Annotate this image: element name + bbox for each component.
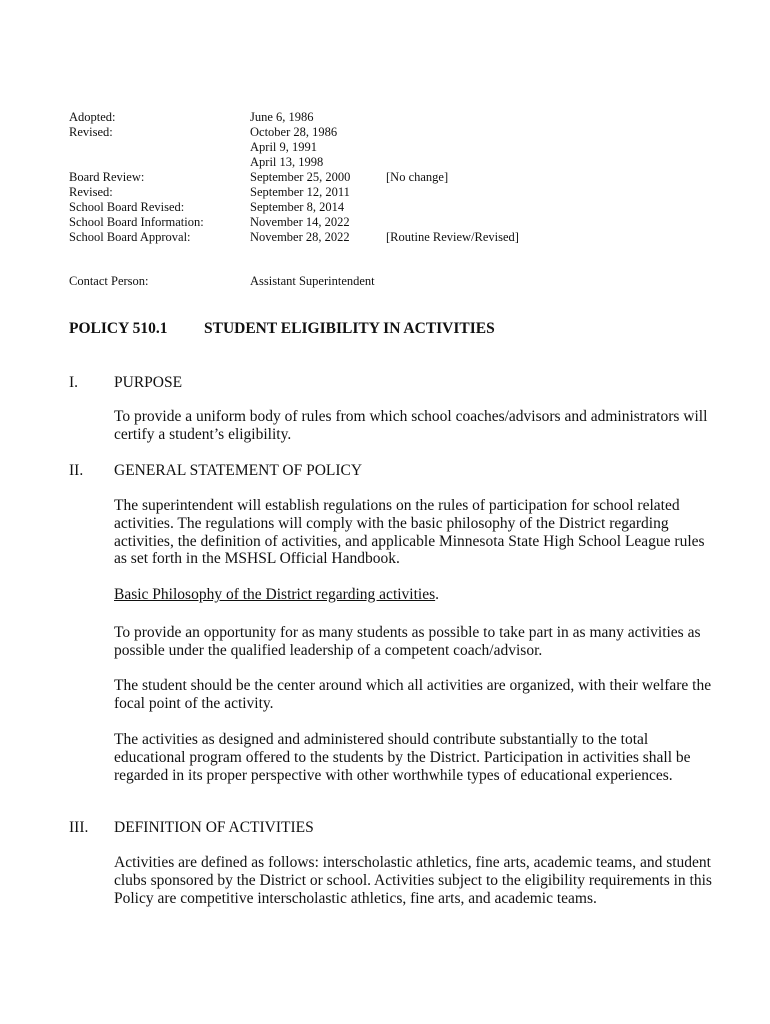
section-paragraph: To provide an opportunity for as many students as possible to take part in as many activities as possible under the qualified leadership of a competent coach/advisor. — [114, 624, 701, 659]
section-paragraph: The activities as designed and administered should contribute substantially to the total educational program offered to the students by the District. Participation in activities shall be regarded in its proper perspective with other worthwhile types of educational experiences. — [114, 731, 691, 784]
school-board-revised-label: School Board Revised: — [69, 200, 185, 214]
revised-label: Revised: — [69, 125, 113, 139]
revised-date-1: October 28, 1986 — [250, 125, 338, 139]
revised-date-3: April 13, 1998 — [250, 155, 324, 169]
contact-label: Contact Person: — [69, 274, 149, 288]
section-paragraph: Activities are defined as follows: interscholastic athletics, fine arts, academic teams, and student clubs sponsored by the District or school. Activities subject to the eligibility requirements in this Policy are competitive interscholastic athletics, fine arts, and academic teams. — [114, 854, 712, 907]
policy-title: STUDENT ELIGIBILITY IN ACTIVITIES — [204, 320, 495, 337]
school-board-revised-date: September 8, 2014 — [250, 200, 345, 214]
section-number: III. — [69, 819, 89, 836]
subheading-text: Basic Philosophy of the District regarding activities — [114, 586, 436, 603]
section-heading: GENERAL STATEMENT OF POLICY — [114, 462, 363, 479]
school-board-approval-date: November 28, 2022 — [250, 230, 350, 244]
board-review-date: September 25, 2000 — [250, 170, 351, 184]
section-paragraph: The student should be the center around which all activities are organized, with their welfare the focal point of the activity. — [114, 677, 712, 712]
section-number: II. — [69, 462, 84, 479]
contact-value: Assistant Superintendent — [250, 274, 375, 288]
board-review-note: [No change] — [386, 170, 449, 184]
board-review-label: Board Review: — [69, 170, 145, 184]
school-board-info-label: School Board Information: — [69, 215, 204, 229]
revised-date-2: April 9, 1991 — [250, 140, 318, 154]
policy-number: POLICY 510.1 — [69, 320, 168, 337]
adopted-date: June 6, 1986 — [250, 110, 314, 124]
school-board-approval-label: School Board Approval: — [69, 230, 191, 244]
section-paragraph: To provide a uniform body of rules from which school coaches/advisors and administrators will certify a student’s eligibility. — [114, 408, 708, 443]
section-heading: PURPOSE — [114, 374, 183, 391]
section-paragraph: The superintendent will establish regulations on the rules of participation for school related activities. The regulations will comply with the basic philosophy of the District regarding activities, the definition of activities, and applicable Minnesota State High School League rules as set forth in the MSHSL Official Handbook. — [114, 497, 705, 568]
school-board-approval-note: [Routine Review/Revised] — [386, 230, 519, 244]
adopted-label: Adopted: — [69, 110, 116, 124]
subheading-period: . — [435, 586, 440, 603]
section-heading: DEFINITION OF ACTIVITIES — [114, 819, 314, 836]
section-number: I. — [69, 374, 79, 391]
school-board-info-date: November 14, 2022 — [250, 215, 350, 229]
subheading — [114, 586, 714, 604]
revised2-label: Revised: — [69, 185, 113, 199]
revised2-date: September 12, 2011 — [250, 185, 350, 199]
